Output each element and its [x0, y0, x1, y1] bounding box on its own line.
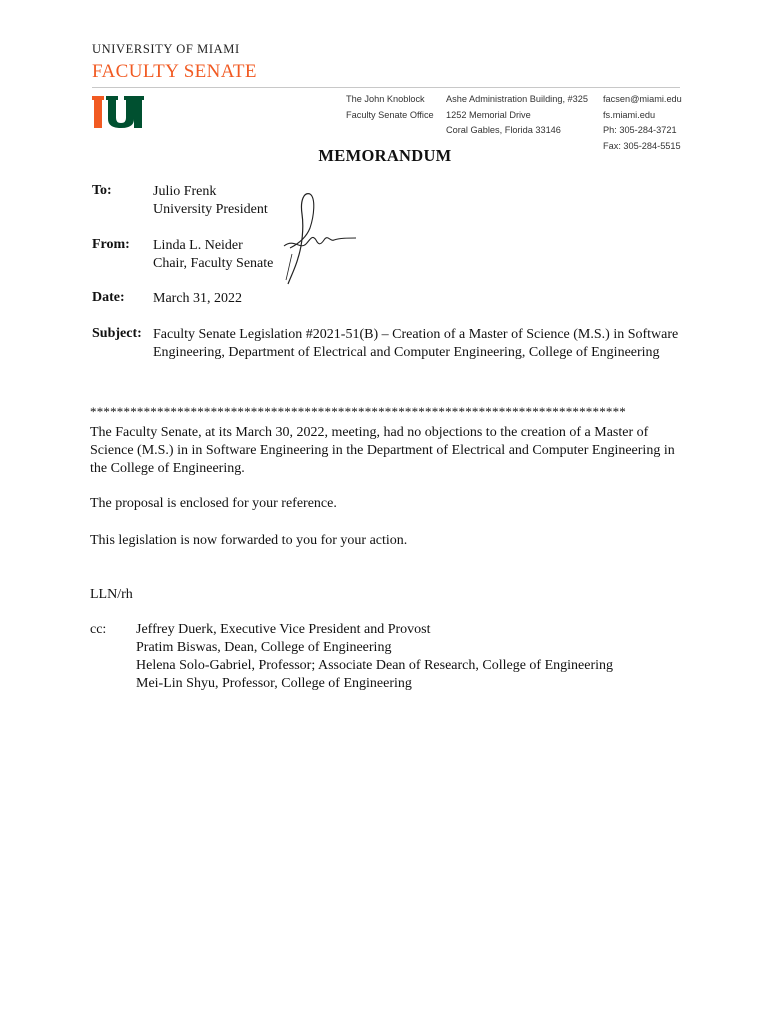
from-title: Chair, Faculty Senate [153, 256, 274, 271]
address-line: Ashe Administration Building, #325 [446, 94, 588, 104]
address-column-building [446, 92, 588, 139]
signature-icon [276, 188, 366, 288]
from-label: From: [92, 237, 130, 252]
memo-title: MEMORANDUM [318, 146, 452, 165]
memo-subject: Faculty Senate Legislation #2021-51(B) – Creation of a Master of Science (M.S.) in Software Engineering, Department of Electrical and Computer Engineering, College of Engineering [153, 327, 679, 360]
cc-recipient: Mei-Lin Shyu, Professor, College of Engineering [136, 676, 412, 691]
address-line: The John Knoblock [346, 94, 425, 104]
initials: LLN/rh [90, 587, 133, 602]
from-sender [153, 237, 273, 273]
date-label: Date: [92, 290, 125, 305]
subject-label: Subject: [92, 326, 142, 341]
faculty-senate-heading: FACULTY SENATE [92, 61, 257, 82]
address-column-office [346, 92, 434, 123]
cc-recipient: Helena Solo-Gabriel, Professor; Associate Dean of Research, College of Engineering [136, 658, 614, 673]
memo-date: March 31, 2022 [153, 291, 243, 306]
address-line: Coral Gables, Florida 33146 [446, 125, 561, 135]
to-recipient [153, 183, 268, 219]
from-name: Linda L. Neider [153, 238, 243, 253]
cc-label: cc: [90, 622, 107, 637]
letterhead-divider [92, 87, 680, 88]
separator-line: ******************************************************************************** [90, 404, 626, 419]
u-logo-icon [92, 96, 144, 128]
address-line: Faculty Senate Office [346, 109, 434, 120]
fax-number: Fax: 305-284-5515 [603, 140, 681, 151]
to-title: University President [153, 202, 268, 217]
body-paragraph: The Faculty Senate, at its March 30, 2022, meeting, had no objections to the creation of a Master of Science (M.S.) in in Software Engineering in the Department of Electrical and Computer Engineering in the College of Engineering. [90, 425, 675, 476]
cc-recipient: Pratim Biswas, Dean, College of Engineering [136, 640, 392, 655]
cc-recipient: Jeffrey Duerk, Executive Vice President and Provost [136, 622, 431, 637]
email-link[interactable]: facsen@miami.edu [603, 94, 682, 104]
address-line: 1252 Memorial Drive [446, 109, 531, 120]
address-column-contact [603, 92, 682, 154]
university-name: UNIVERSITY OF MIAMI [92, 42, 240, 56]
to-name: Julio Frenk [153, 184, 217, 199]
body-paragraph: This legislation is now forwarded to you for your action. [90, 533, 408, 548]
to-label: To: [92, 183, 112, 198]
body-paragraph: The proposal is enclosed for your reference. [90, 496, 337, 511]
phone-number: Ph: 305-284-3721 [603, 125, 677, 135]
cc-list [136, 621, 613, 693]
website-link[interactable]: fs.miami.edu [603, 109, 656, 120]
